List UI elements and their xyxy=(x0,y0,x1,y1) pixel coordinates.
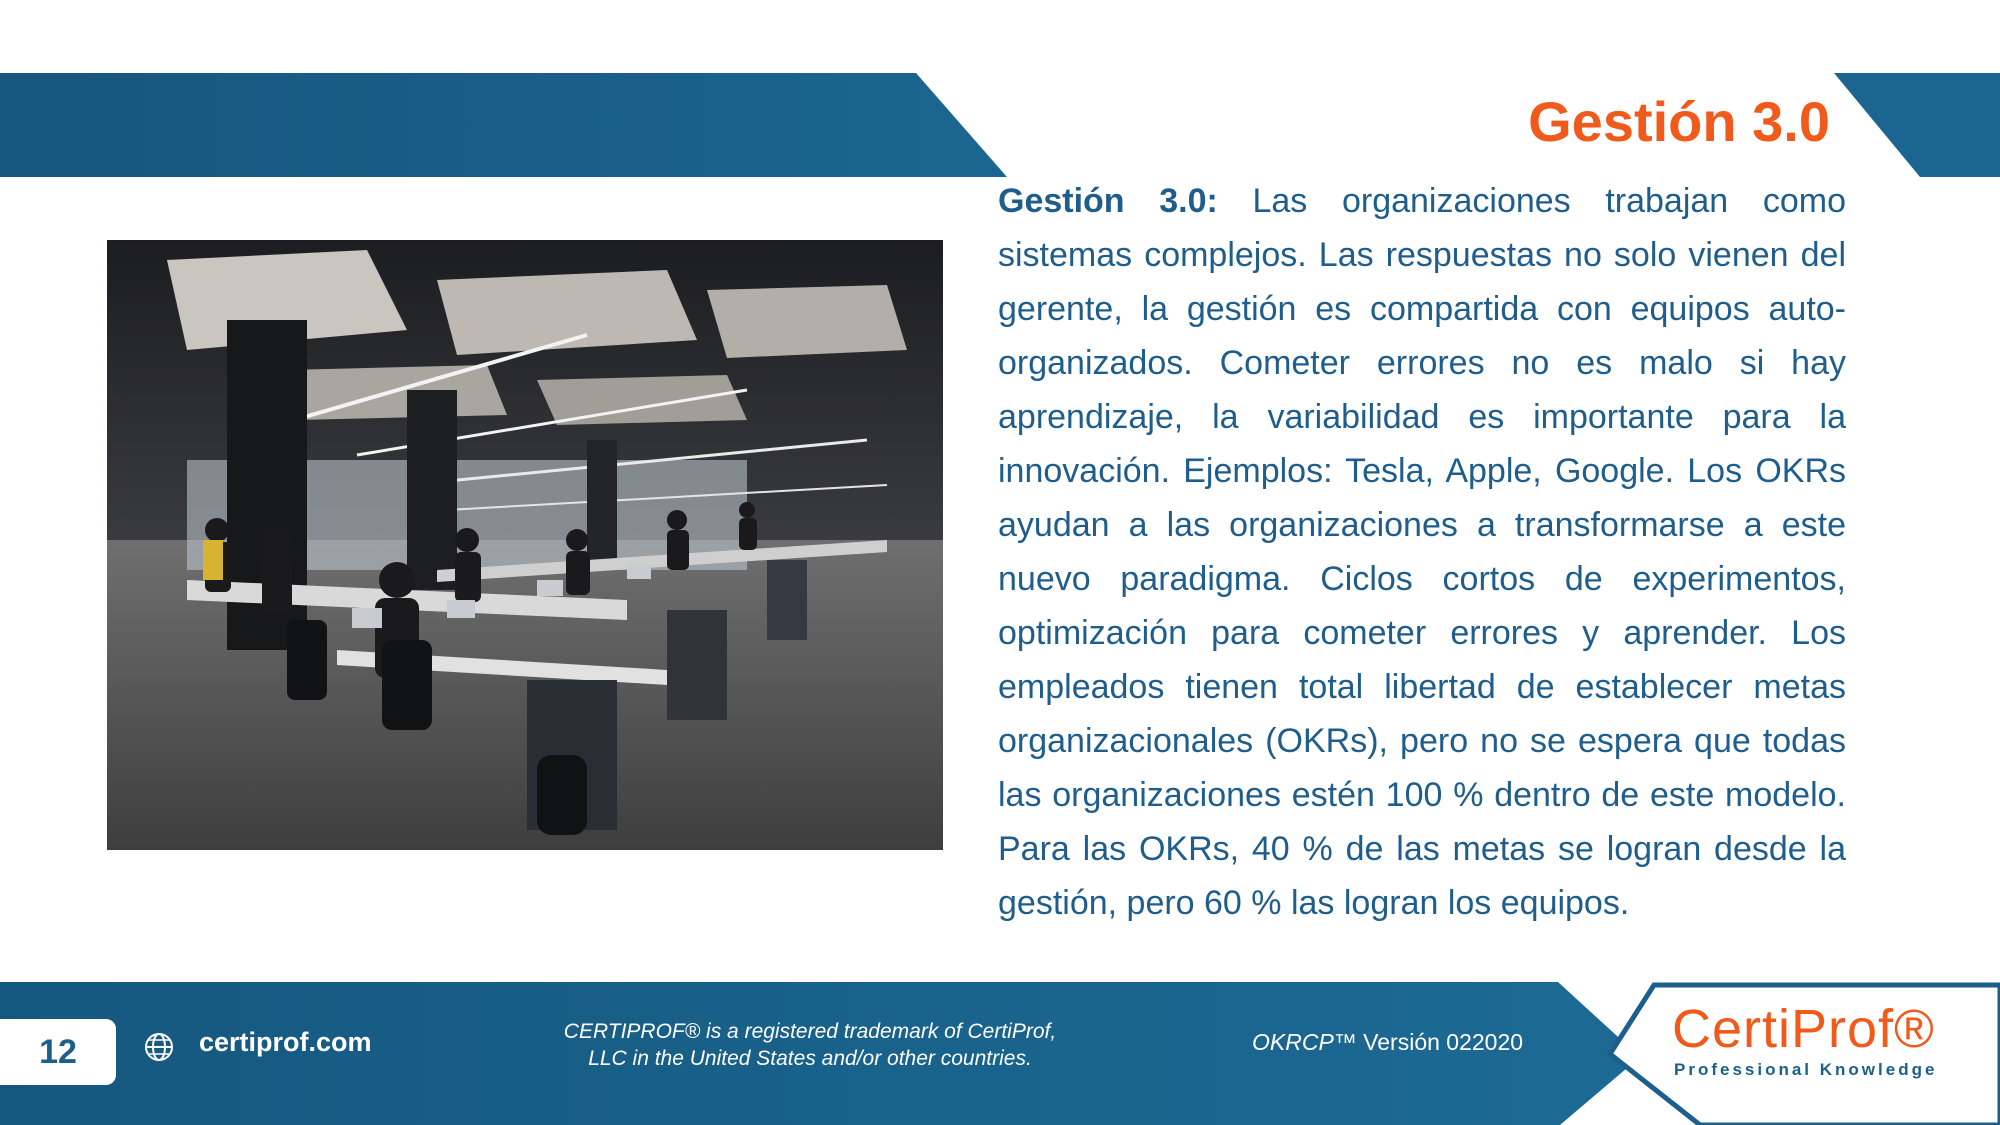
version-code: OKRCP™ xyxy=(1252,1029,1357,1055)
body-paragraph xyxy=(998,174,1846,930)
body-text: Las organizaciones trabajan como sistemas complejos. Las respuestas no solo vienen del gerente, la gestión es compartida con equipos auto-organizados. Cometer errores no es malo si hay aprendizaje, la variabilidad es importante para la innovación. Ejemplos: Tesla, Apple, Google. Los OKRs ayudan a las organizaciones a transformarse a este nuevo paradigma. Ciclos cortos de experimentos, optimización para cometer errores y aprender. Los empleados tienen total libertad de establecer metas organizacionales (OKRs), pero no se espera que todas las organizaciones estén 100 % dentro de este modelo. Para las OKRs, 40 % de las metas se logran desde la gestión, pero 60 % las logran los equipos. xyxy=(998,182,1846,922)
globe-icon xyxy=(143,1031,175,1063)
certiprof-logo: CertiProf® xyxy=(1672,999,1935,1059)
office-photo xyxy=(107,240,943,850)
trademark-notice xyxy=(520,1018,1100,1072)
trademark-line-1: CERTIPROF® is a registered trademark of CertiProf, xyxy=(563,1020,1057,1043)
version-label xyxy=(1252,1029,1523,1056)
slide-title: Gestión 3.0 xyxy=(1528,90,1830,153)
body-lead: Gestión 3.0: xyxy=(998,182,1218,220)
trademark-line-2: LLC in the United States and/or other countries. xyxy=(588,1047,1032,1070)
website-link[interactable]: certiprof.com xyxy=(199,1027,372,1057)
logo-tagline: Professional Knowledge xyxy=(1674,1060,1938,1079)
page-number: 12 xyxy=(0,1019,116,1085)
version-text: Versión 022020 xyxy=(1356,1029,1524,1055)
